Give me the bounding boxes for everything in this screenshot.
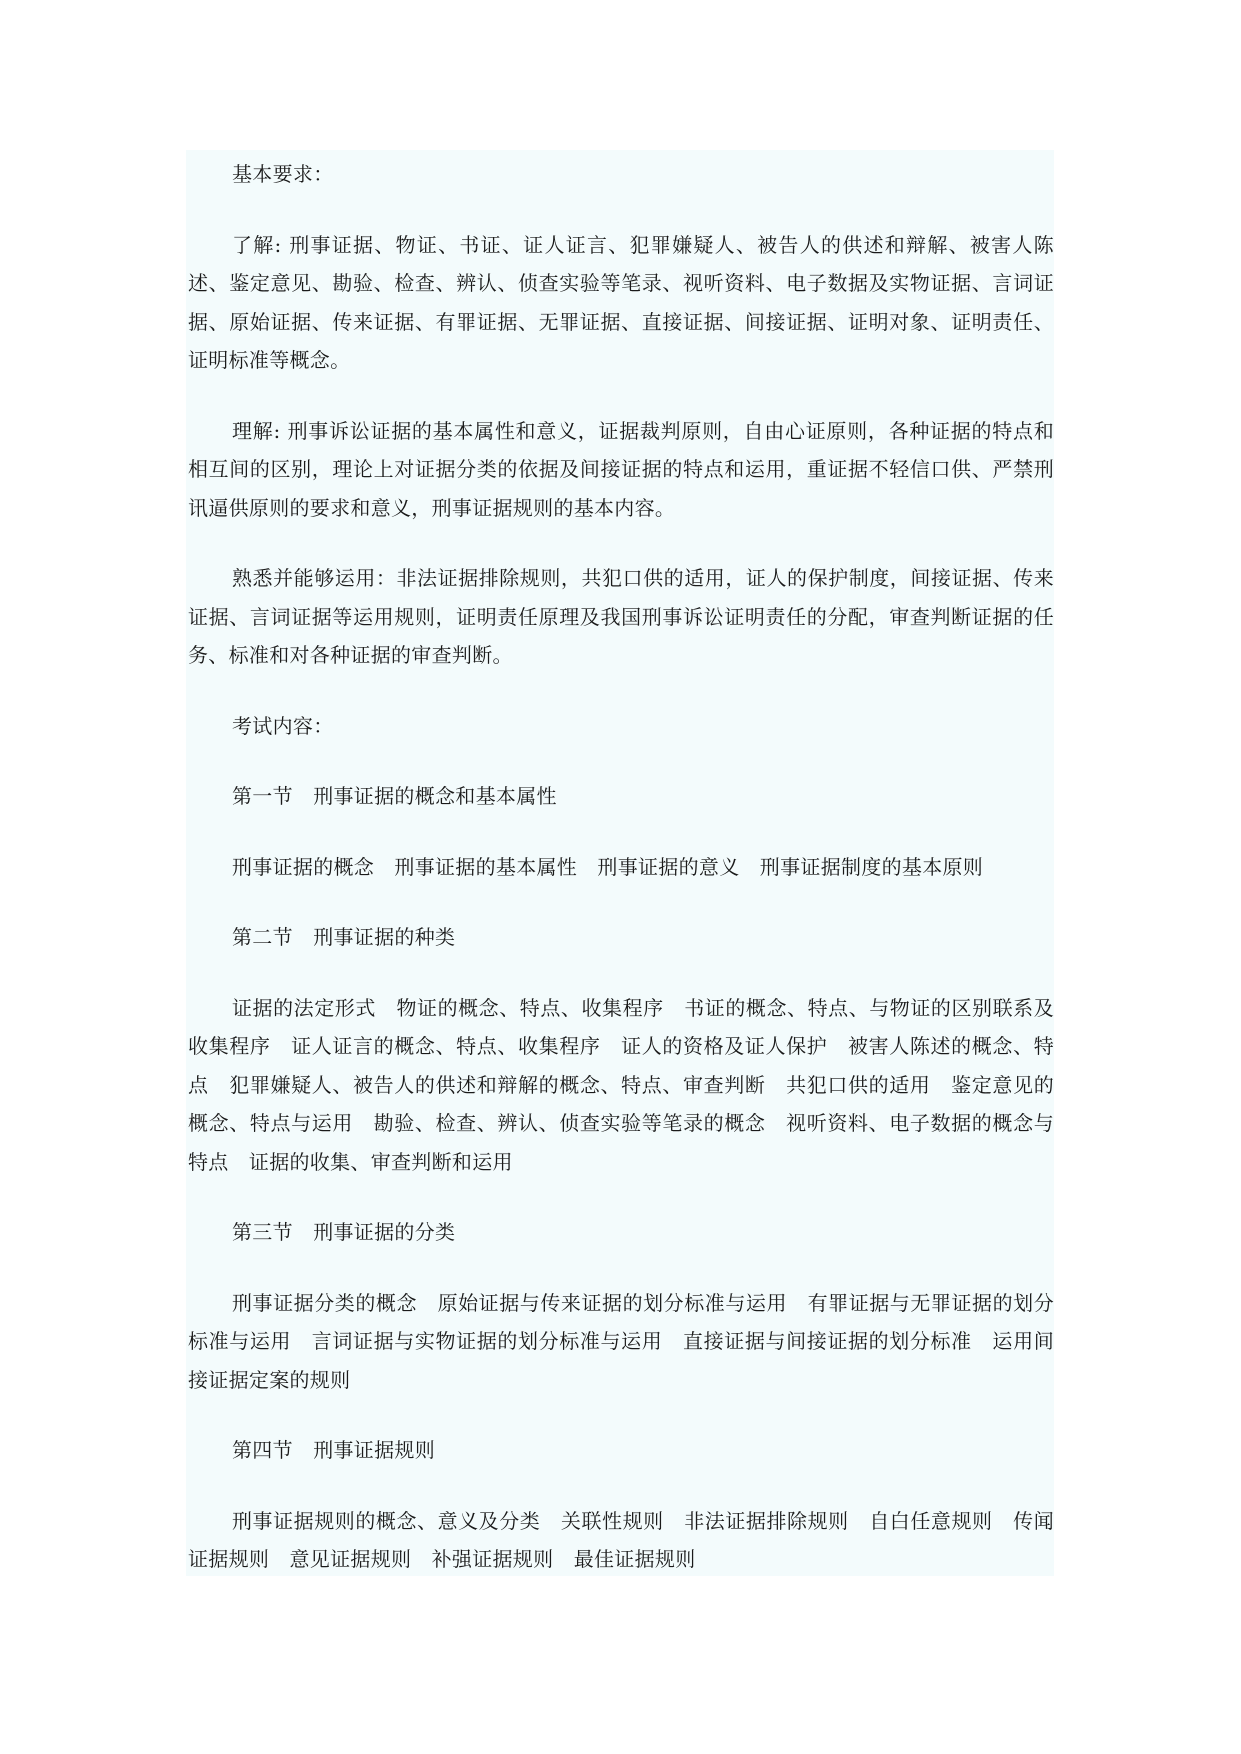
section-content-3: 刑事证据分类的概念 原始证据与传来证据的划分标准与运用 有罪证据与无罪证据的划分标准与运用 言词证据与实物证据的划分标准与运用 直接证据与间接证据的划分标准 运用间接证据定案的规则 xyxy=(188,1290,1054,1392)
heading-basic-requirements: 基本要求： xyxy=(232,162,334,186)
section-heading-3: 第三节 刑事证据的分类 xyxy=(232,1220,456,1244)
document-body xyxy=(186,150,1054,1576)
paragraph-master: 熟悉并能够运用：非法证据排除规则，共犯口供的适用，证人的保护制度，间接证据、传来证据、言词证据等运用规则，证明责任原理及我国刑事诉讼证明责任的分配，审查判断证据的任务、标准和对各种证据的审查判断。 xyxy=(188,566,1054,667)
section-heading-2: 第二节 刑事证据的种类 xyxy=(232,925,456,949)
section-content-1: 刑事证据的概念 刑事证据的基本属性 刑事证据的意义 刑事证据制度的基本原则 xyxy=(232,854,984,879)
paragraph-understand: 了解: 刑事证据、物证、书证、证人证言、犯罪嫌疑人、被告人的供述和辩解、被害人陈述、鉴定意见、勘验、检查、辨认、侦查实验等笔录、视听资料、电子数据及实物证据、言词证据、原始证据、传来证据、有罪证据、无罪证据、直接证据、间接证据、证明对象、证明责任、证明标准等概念。 xyxy=(188,232,1054,372)
heading-exam-content: 考试内容： xyxy=(232,713,334,738)
section-content-2: 证据的法定形式 物证的概念、特点、收集程序 书证的概念、特点、与物证的区别联系及收集程序 证人证言的概念、特点、收集程序 证人的资格及证人保护 被害人陈述的概念、特点 犯罪嫌疑人、被告人的供述和辩解的概念、特点、审查判断 共犯口供的适用 鉴定意见的概念、特点与运用 勘验、检查、辨认、侦查实验等笔录的概念 视听资料、电子数据的概念与特点 证据的收集、审查判断和运用 xyxy=(188,995,1054,1174)
section-heading-4: 第四节 刑事证据规则 xyxy=(232,1438,435,1462)
section-content-4: 刑事证据规则的概念、意义及分类 关联性规则 非法证据排除规则 自白任意规则 传闻证据规则 意见证据规则 补强证据规则 最佳证据规则 xyxy=(188,1508,1054,1571)
paragraph-comprehend: 理解: 刑事诉讼证据的基本属性和意义，证据裁判原则，自由心证原则，各种证据的特点和相互间的区别，理论上对证据分类的依据及间接证据的特点和运用，重证据不轻信口供、严禁刑讯逼供原则的要求和意义，刑事证据规则的基本内容。 xyxy=(188,418,1054,520)
section-heading-1: 第一节 刑事证据的概念和基本属性 xyxy=(232,784,557,808)
